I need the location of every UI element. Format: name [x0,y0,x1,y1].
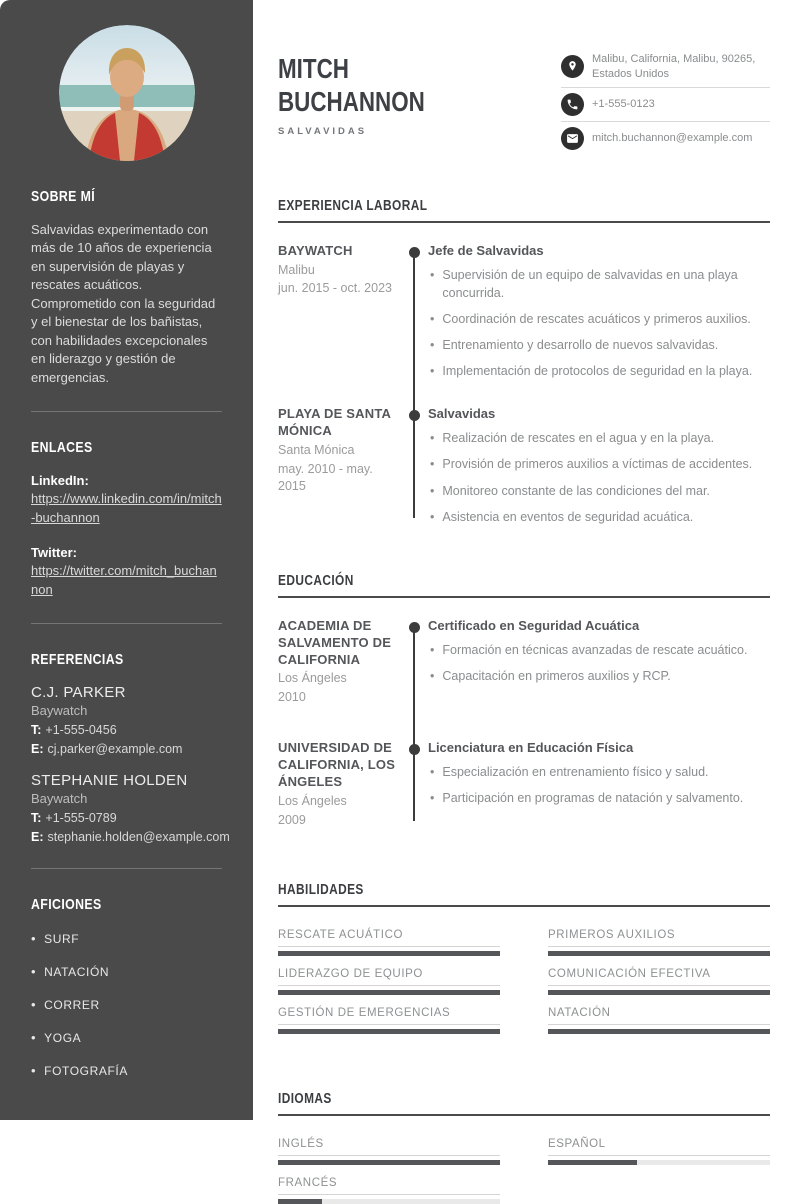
contact-row-location [561,47,770,87]
school-dates: 2010 [278,690,306,705]
reference-item [31,684,222,756]
job-bullet: • Coordinación de rescates acuáticos y primeros auxilios. [428,310,770,328]
skill-label: NATACIÓN [548,1007,770,1025]
degree-bullet: • Especialización en entrenamiento físico y salud. [428,763,770,781]
skills-grid [278,917,770,1034]
experience-detail [414,243,770,381]
languages-grid [278,1126,770,1204]
bullet-icon: • [430,791,435,806]
timeline-dot-icon [409,622,420,633]
header [278,52,770,155]
degree-bullet-list [428,641,770,685]
skill-bar [548,990,770,995]
skill-item [548,929,770,956]
school-dates: 2009 [278,812,306,827]
language-bar-fill [278,1199,322,1204]
bullet-icon: • [31,1063,37,1079]
bullet-icon: • [430,338,435,353]
company-dates: may. 2010 - may. 2015 [278,461,373,493]
hobby-item: • CORRER [31,997,100,1013]
reference-company: Baywatch [31,703,88,719]
skill-bar-fill [278,951,500,956]
experience-detail [414,406,770,526]
skill-bar [548,1029,770,1034]
languages-section [278,1090,770,1204]
main-content [253,0,794,1189]
sidebar-divider [31,411,222,412]
skill-label: LIDERAZGO DE EQUIPO [278,968,500,986]
timeline-dot-icon [409,744,420,755]
person-role: SALVAVIDAS [278,126,368,137]
education-section-title: EDUCACIÓN [278,572,770,598]
skill-label: GESTIÓN DE EMERGENCIAS [278,1007,500,1025]
bullet-icon: • [31,1030,37,1046]
bullet-icon: • [430,431,435,446]
job-bullet: • Realización de rescates en el agua y en la playa. [428,429,770,447]
bullet-icon: • [430,765,435,780]
phone-icon [561,93,584,116]
reference-email: E: cj.parker@example.com [31,742,183,757]
school-name: UNIVERSIDAD DE CALIFORNIA, LOS ÁNGELES [278,740,396,790]
reference-name: STEPHANIE HOLDEN [31,772,188,790]
school-location: Los Ángeles [278,793,347,808]
hobby-item: • NATACIÓN [31,964,110,980]
education-detail [414,740,770,828]
links-section-title: ENLACES [31,439,93,457]
language-bar-fill [548,1160,637,1165]
skill-bar-fill [548,1029,770,1034]
reference-phone: T: +1-555-0456 [31,723,117,738]
twitter-label: Twitter: [31,544,77,560]
contact-email-text: mitch.buchannon@example.com [592,131,753,144]
experience-section [278,197,770,526]
bullet-icon: • [430,483,435,498]
degree-bullet-list [428,763,770,807]
sidebar [0,0,253,1120]
skill-bar [278,951,500,956]
reference-phone: T: +1-555-0789 [31,811,117,826]
company-name: BAYWATCH [278,242,353,258]
company-location: Malibu [278,262,315,277]
degree-bullet: • Participación en programas de natación y salvamento. [428,789,770,807]
skill-bar-fill [278,1029,500,1034]
education-meta [278,740,414,828]
experience-meta [278,406,414,526]
language-item [548,1138,770,1165]
job-bullet: • Implementación de protocolos de seguridad en la playa. [428,362,770,380]
experience-entry [278,406,770,526]
education-detail [414,618,770,706]
timeline-dot-icon [409,410,420,421]
school-location: Los Ángeles [278,671,347,686]
school-name: ACADEMIA DE SALVAMENTO DE CALIFORNIA [278,617,392,667]
skill-label: PRIMEROS AUXILIOS [548,929,770,947]
language-bar [548,1160,770,1165]
contact-phone-text: +1-555-0123 [592,97,655,110]
language-bar-fill [278,1160,500,1165]
reference-email: E: stephanie.holden@example.com [31,830,230,845]
job-title: Jefe de Salvavidas [428,242,544,258]
bullet-icon: • [430,509,435,524]
link-item-twitter [31,545,222,600]
reference-item [31,772,230,845]
languages-section-title: IDIOMAS [278,1090,770,1116]
envelope-icon [561,127,584,150]
bullet-icon: • [430,668,435,683]
skill-label: RESCATE ACUÁTICO [278,929,500,947]
skill-item [548,968,770,995]
bullet-icon: • [430,267,435,282]
skill-item [278,929,500,956]
profile-photo-illustration [59,25,195,161]
hobby-item: • SURF [31,931,80,947]
skill-label: COMUNICACIÓN EFECTIVA [548,968,770,986]
about-section-title: SOBRE MÍ [31,188,96,205]
job-bullet: • Provisión de primeros auxilios a víctimas de accidentes. [428,455,770,473]
contact-block [561,47,770,155]
experience-meta [278,243,414,381]
about-text: Salvavidas experimentado con más de 10 años de experiencia en supervisión de playas y rescates acuáticos. Comprometido con la seguridad y el bienestar de los bañistas, con habilidades excepcionales en liderazgo y gestión de emergencias. [31,222,216,385]
name-block [278,52,462,137]
skills-section [278,881,770,1034]
hobby-item: • YOGA [31,1030,82,1046]
skill-bar [548,951,770,956]
education-entry [278,618,770,706]
job-bullet-list [428,429,770,526]
bullet-icon: • [430,364,435,379]
sidebar-divider [31,623,222,624]
degree-title: Licenciatura en Educación Física [428,740,634,756]
skill-bar [278,1029,500,1034]
language-label: INGLÉS [278,1138,500,1156]
language-item [278,1138,500,1165]
education-section [278,572,770,829]
reference-name: C.J. PARKER [31,684,126,702]
education-entry [278,740,770,828]
job-bullet: • Asistencia en eventos de seguridad acuática. [428,508,770,526]
hobbies-section-title: AFICIONES [31,896,102,914]
contact-row-phone [561,87,770,121]
degree-title: Certificado en Seguridad Acuática [428,617,640,633]
company-dates: jun. 2015 - oct. 2023 [278,281,392,296]
experience-section-title: EXPERIENCIA LABORAL [278,197,770,223]
experience-entry [278,243,770,381]
sidebar-divider [31,868,222,869]
degree-bullet: • Capacitación en primeros auxilios y RCP. [428,667,770,685]
skill-item [548,1007,770,1034]
language-item [278,1177,500,1204]
job-bullet: • Monitoreo constante de las condiciones del mar. [428,482,770,500]
degree-bullet: • Formación en técnicas avanzadas de rescate acuático. [428,641,770,659]
bullet-icon: • [430,311,435,326]
company-name: PLAYA DE SANTA MÓNICA [278,406,391,439]
reference-company: Baywatch [31,791,88,807]
skill-bar-fill [278,990,500,995]
job-title: Salvavidas [428,406,496,422]
job-bullet: • Supervisión de un equipo de salvavidas en una playa concurrida. [428,266,770,302]
linkedin-label: LinkedIn: [31,473,89,489]
bullet-icon: • [430,457,435,472]
hobby-list [31,931,222,1078]
skills-section-title: HABILIDADES [278,881,770,907]
twitter-url-link[interactable]: https://twitter.com/mitch_buchannon [31,562,217,597]
references-section-title: REFERENCIAS [31,651,124,669]
experience-timeline [278,243,770,526]
education-meta [278,618,414,706]
skill-bar [278,990,500,995]
bullet-icon: • [31,997,37,1013]
company-location: Santa Mónica [278,443,355,458]
job-bullet: • Entrenamiento y desarrollo de nuevos salvavidas. [428,336,770,354]
timeline-dot-icon [409,247,420,258]
contact-row-email [561,121,770,155]
hobby-item: • FOTOGRAFÍA [31,1063,128,1079]
skill-item [278,1007,500,1034]
location-pin-icon [561,55,584,78]
bullet-icon: • [31,964,37,980]
bullet-icon: • [31,931,37,947]
skill-item [278,968,500,995]
profile-photo [59,25,195,161]
language-label: ESPAÑOL [548,1138,770,1156]
person-name: MITCH BUCHANNON [278,53,425,117]
skill-bar-fill [548,951,770,956]
job-bullet-list [428,266,770,381]
language-bar [278,1160,500,1165]
education-timeline [278,618,770,829]
bullet-icon: • [430,642,435,657]
link-item-linkedin [31,473,222,528]
contact-location-text: Malibu, California, Malibu, 90265, Estados Unidos [592,53,756,80]
skill-bar-fill [548,990,770,995]
language-label: FRANCÉS [278,1177,500,1195]
linkedin-url-link[interactable]: https://www.linkedin.com/in/mitch-buchannon [31,491,222,525]
language-bar [278,1199,500,1204]
